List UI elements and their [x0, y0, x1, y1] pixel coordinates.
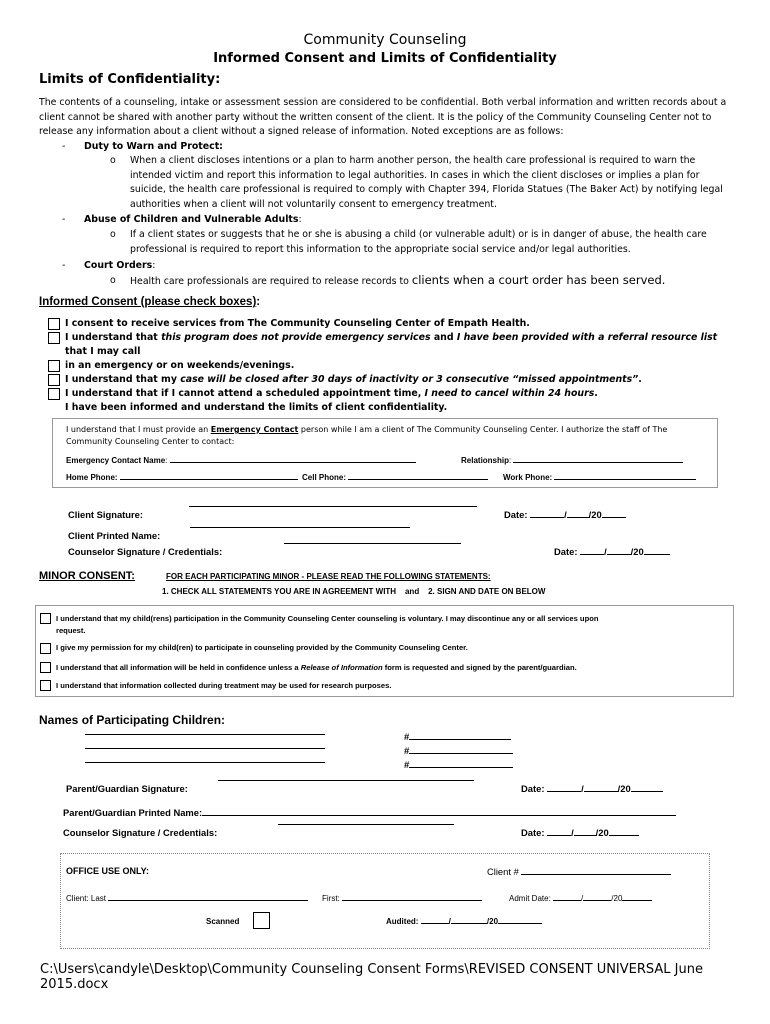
child-id-row-1 [404, 731, 511, 742]
date-sep: / [581, 783, 584, 794]
form-title: Informed Consent and Limits of Confidentiality [213, 51, 557, 66]
consent-checkbox-4[interactable] [48, 374, 60, 386]
colon: : [152, 260, 156, 271]
text: I understand that if I cannot attend a scheduled appointment time, [65, 388, 425, 399]
text: I understand that I must provide an [66, 425, 211, 434]
work-phone-label: Work Phone: [503, 473, 553, 482]
date-year: /20 [611, 894, 623, 903]
admit-day-field[interactable] [583, 900, 611, 901]
client-signature-label: Client Signature: [68, 509, 144, 520]
text: this program does not provide emergency services [161, 332, 431, 343]
consent-checkbox-3[interactable] [48, 360, 60, 372]
intro-line: client cannot be shared with another party without the written consent of the client. It is the policy of the Community Counseling Center not to [39, 111, 712, 123]
text: I understand that my child(rens) participation in the Community Counseling Center counseling is voluntary. I may discontinue any or all services upon [56, 614, 599, 623]
minor-checkbox-3[interactable] [40, 662, 51, 673]
children-heading: Names of Participating Children: [39, 713, 226, 727]
relationship-row [461, 456, 683, 465]
informed-heading-wrap [39, 296, 260, 308]
guardian-printed-name-label: Parent/Guardian Printed Name: [63, 807, 203, 818]
home-phone-row [66, 473, 298, 482]
text: person while I am a client of The Community Counseling Center. I authorize the staff of The [298, 425, 668, 434]
guardian-counselor-date-row [521, 827, 639, 838]
guardian-signature-label: Parent/Guardian Signature: [66, 783, 188, 794]
date-sep: / [564, 509, 567, 520]
minor-consent-heading: MINOR CONSENT: [39, 570, 135, 582]
consent-item-4 [65, 387, 725, 401]
date-day-field[interactable] [607, 554, 631, 555]
date-label: Date: [521, 783, 545, 794]
client-last-field[interactable] [108, 900, 308, 901]
office-use-heading: OFFICE USE ONLY: [66, 866, 150, 876]
text: Emergency Contact [210, 425, 299, 434]
minor-item-4: I understand that information collected during treatment may be used for research purposes. [56, 681, 392, 690]
consent-item-2-cont: in an emergency or on weekends/evenings. [65, 360, 295, 371]
work-phone-field[interactable] [554, 479, 696, 480]
colon: : [509, 456, 512, 465]
bullet-marker: o [110, 155, 116, 166]
guardian-counselor-field[interactable] [278, 824, 454, 825]
duty-line: authorities when a client will not voluntarily consent to emergency treatment. [130, 198, 497, 210]
intro-line: release any information about a client without a signed release of information. Noted exceptions are as follows: [39, 126, 564, 137]
minor-steps [162, 587, 545, 596]
colon: : [165, 456, 168, 465]
consent-item-3 [65, 373, 725, 387]
consent-checkbox-2[interactable] [48, 332, 60, 344]
scanned-label: Scanned [206, 917, 240, 926]
minor-item-1 [56, 613, 728, 637]
informed-items [65, 317, 725, 415]
office-admit-row [509, 894, 652, 903]
date-month-field[interactable] [580, 554, 604, 555]
abuse-text [130, 228, 730, 257]
date-year: /20 [630, 546, 644, 557]
date-year: /20 [486, 917, 499, 926]
court-line-a: Health care professionals are required to release records to [130, 276, 412, 287]
duty-line: When a client discloses intentions or a plan to harm another person, the health care professional is required to warn the [130, 155, 696, 166]
guardian-counselor-label: Counselor Signature / Credentials: [63, 827, 218, 838]
client-num-label: Client # [487, 866, 519, 877]
bullet-marker: o [110, 275, 116, 286]
court-text [130, 273, 665, 287]
child-name-field-3[interactable] [85, 762, 325, 763]
org-name: Community Counseling [303, 32, 467, 48]
date-year-field[interactable] [644, 554, 670, 555]
consent-checkbox-5[interactable] [48, 388, 60, 400]
guardian-printed-row [63, 807, 676, 818]
limits-intro [39, 96, 729, 140]
limits-heading: Limits of Confidentiality: [39, 72, 221, 87]
text: form is requested and signed by the parent/guardian. [382, 663, 577, 672]
step-1: 1. CHECK ALL STATEMENTS YOU ARE IN AGREEMENT WITH [162, 587, 397, 596]
date-label: Date: [554, 546, 578, 557]
abuse-heading-wrap [84, 213, 302, 228]
client-num-field[interactable] [521, 874, 671, 875]
date-year: /20 [617, 783, 631, 794]
minor-item-3 [56, 663, 577, 672]
dash-marker: - [62, 214, 66, 225]
date-label: Date: [521, 827, 545, 838]
office-client-last-row [66, 894, 308, 903]
minor-item-2: I give my permission for my child(ren) to participate in counseling provided by the Community Counseling Center. [56, 643, 468, 652]
audited-label: Audited: [386, 917, 419, 926]
date-year-field[interactable] [609, 835, 639, 836]
duty-line: suicide, the health care professional is required to comply with Chapter 394, Florida Statues (The Baker Act) by notifying legal [130, 184, 723, 195]
consent-item-5: I have been informed and understand the limits of client confidentiality. [65, 402, 448, 413]
audited-year-field[interactable] [498, 923, 542, 924]
date-sep: / [571, 827, 574, 838]
scanned-checkbox[interactable] [253, 912, 270, 929]
minor-checkbox-2[interactable] [40, 643, 51, 654]
office-client-num-row [487, 866, 671, 877]
counselor-signature-field[interactable] [284, 543, 461, 544]
court-line-b: clients when a court order has been served. [411, 273, 666, 287]
text: . [594, 388, 598, 399]
date-sep: / [581, 894, 584, 903]
cell-phone-row [302, 473, 488, 482]
home-phone-label: Home Phone: [66, 473, 118, 482]
cell-phone-field[interactable] [348, 479, 488, 480]
text: I need to cancel within 24 hours [424, 388, 595, 399]
and: and [404, 587, 420, 596]
admit-month-field[interactable] [553, 900, 581, 901]
consent-item-2 [65, 331, 725, 359]
date-year-field[interactable] [602, 517, 626, 518]
admit-year-field[interactable] [622, 900, 652, 901]
consent-item-1: I consent to receive services from The Community Counseling Center of Empath Health. [65, 318, 530, 329]
date-month-field[interactable] [547, 791, 581, 792]
duty-heading: Duty to Warn and Protect: [84, 141, 223, 152]
text: I understand that [65, 332, 162, 343]
emergency-line-2: Community Counseling Center to contact: [66, 437, 235, 446]
first-label: First: [322, 894, 340, 903]
child-name-field-1[interactable] [85, 734, 325, 735]
hash: # [404, 745, 410, 756]
text: . [638, 374, 642, 385]
relationship-field[interactable] [513, 462, 683, 463]
abuse-line: If a client states or suggests that he or she is abusing a child (or vulnerable adult) or is in danger of abuse, the health care [130, 229, 707, 240]
guardian-signature-field[interactable] [218, 780, 474, 781]
child-id-field[interactable] [409, 739, 511, 740]
guardian-printed-name-field[interactable] [202, 815, 676, 816]
relationship-label: Relationship [461, 456, 510, 465]
home-phone-field[interactable] [120, 479, 298, 480]
text: and [430, 332, 457, 343]
consent-checkbox-1[interactable] [48, 318, 60, 330]
audited-month-field[interactable] [421, 923, 449, 924]
client-printed-name-field[interactable] [190, 527, 410, 528]
emergency-name-label: Emergency Contact Name [66, 456, 166, 465]
date-sep: / [448, 917, 451, 926]
date-month-field[interactable] [530, 517, 564, 518]
child-name-field-2[interactable] [85, 748, 325, 749]
child-id-row-2 [404, 745, 513, 756]
minor-instruction: FOR EACH PARTICIPATING MINOR - PLEASE READ THE FOLLOWING STATEMENTS: [166, 572, 491, 581]
date-year: /20 [595, 827, 609, 838]
client-signature-field[interactable] [189, 506, 477, 507]
child-id-row-3 [404, 759, 513, 770]
text: request. [56, 626, 86, 635]
dash-marker: - [62, 260, 66, 271]
file-path-footer: C:\Users\candyle\Desktop\Community Counseling Consent Forms\REVISED CONSENT UNIVERSAL June 2015.docx [40, 962, 703, 992]
work-phone-row [503, 473, 696, 482]
text: I have been provided with a referral resource list [456, 332, 718, 343]
date-day-field[interactable] [584, 791, 618, 792]
child-id-field[interactable] [409, 767, 513, 768]
office-first-row [322, 894, 482, 903]
hash: # [404, 731, 410, 742]
date-label: Date: [504, 509, 528, 520]
guardian-date-row [521, 783, 663, 794]
informed-heading: Informed Consent (please check boxes) [39, 296, 257, 308]
emergency-name-field[interactable] [170, 462, 416, 463]
abuse-line: professional is required to report this information to the appropriate social service and/or legal authorities. [130, 243, 631, 255]
text: case will be closed after 30 days of inactivity or 3 consecutive “missed appointments” [180, 374, 639, 385]
court-heading-wrap [84, 259, 155, 274]
date-year-field[interactable] [631, 791, 663, 792]
admit-date-label: Admit Date: [509, 894, 551, 903]
date-year: /20 [588, 509, 602, 520]
date-month-field[interactable] [547, 835, 571, 836]
client-printed-name-label: Client Printed Name: [68, 530, 161, 541]
intro-line: The contents of a counseling, intake or assessment session are considered to be confidential. Both verbal information and written records about a [39, 97, 727, 108]
audited-day-field[interactable] [451, 923, 487, 924]
first-field[interactable] [342, 900, 482, 901]
emergency-line-1 [66, 424, 706, 436]
client-date-row [504, 509, 626, 520]
cell-phone-label: Cell Phone: [302, 473, 347, 482]
duty-line: intended victim and report this information to legal authorities. In cases in which the client discloses or implies a plan for [130, 169, 700, 181]
dash-marker: - [62, 141, 66, 152]
date-day-field[interactable] [567, 517, 589, 518]
colon: : [256, 296, 261, 308]
hash: # [404, 759, 410, 770]
emergency-name-row [66, 456, 416, 465]
counselor-signature-label: Counselor Signature / Credentials: [68, 546, 223, 557]
audited-row [386, 917, 542, 926]
text: that I may call [65, 346, 141, 357]
minor-checkbox-1[interactable] [40, 613, 51, 624]
counselor-date-row [554, 546, 670, 557]
step-2: 2. SIGN AND DATE ON BELOW [428, 587, 546, 596]
court-heading: Court Orders [84, 260, 153, 271]
text: I understand that all information will be held in confidence unless a [56, 663, 301, 672]
text: I understand that my [65, 374, 181, 385]
text: Release of Information [300, 663, 383, 672]
bullet-marker: o [110, 229, 116, 240]
abuse-heading: Abuse of Children and Vulnerable Adults [84, 214, 299, 225]
emergency-intro [66, 424, 706, 448]
duty-text [130, 154, 730, 212]
minor-checkbox-4[interactable] [40, 680, 51, 691]
date-day-field[interactable] [574, 835, 596, 836]
colon: : [298, 214, 302, 225]
client-last-label: Client: Last [66, 894, 107, 903]
date-sep: / [604, 546, 607, 557]
child-id-field[interactable] [409, 753, 513, 754]
